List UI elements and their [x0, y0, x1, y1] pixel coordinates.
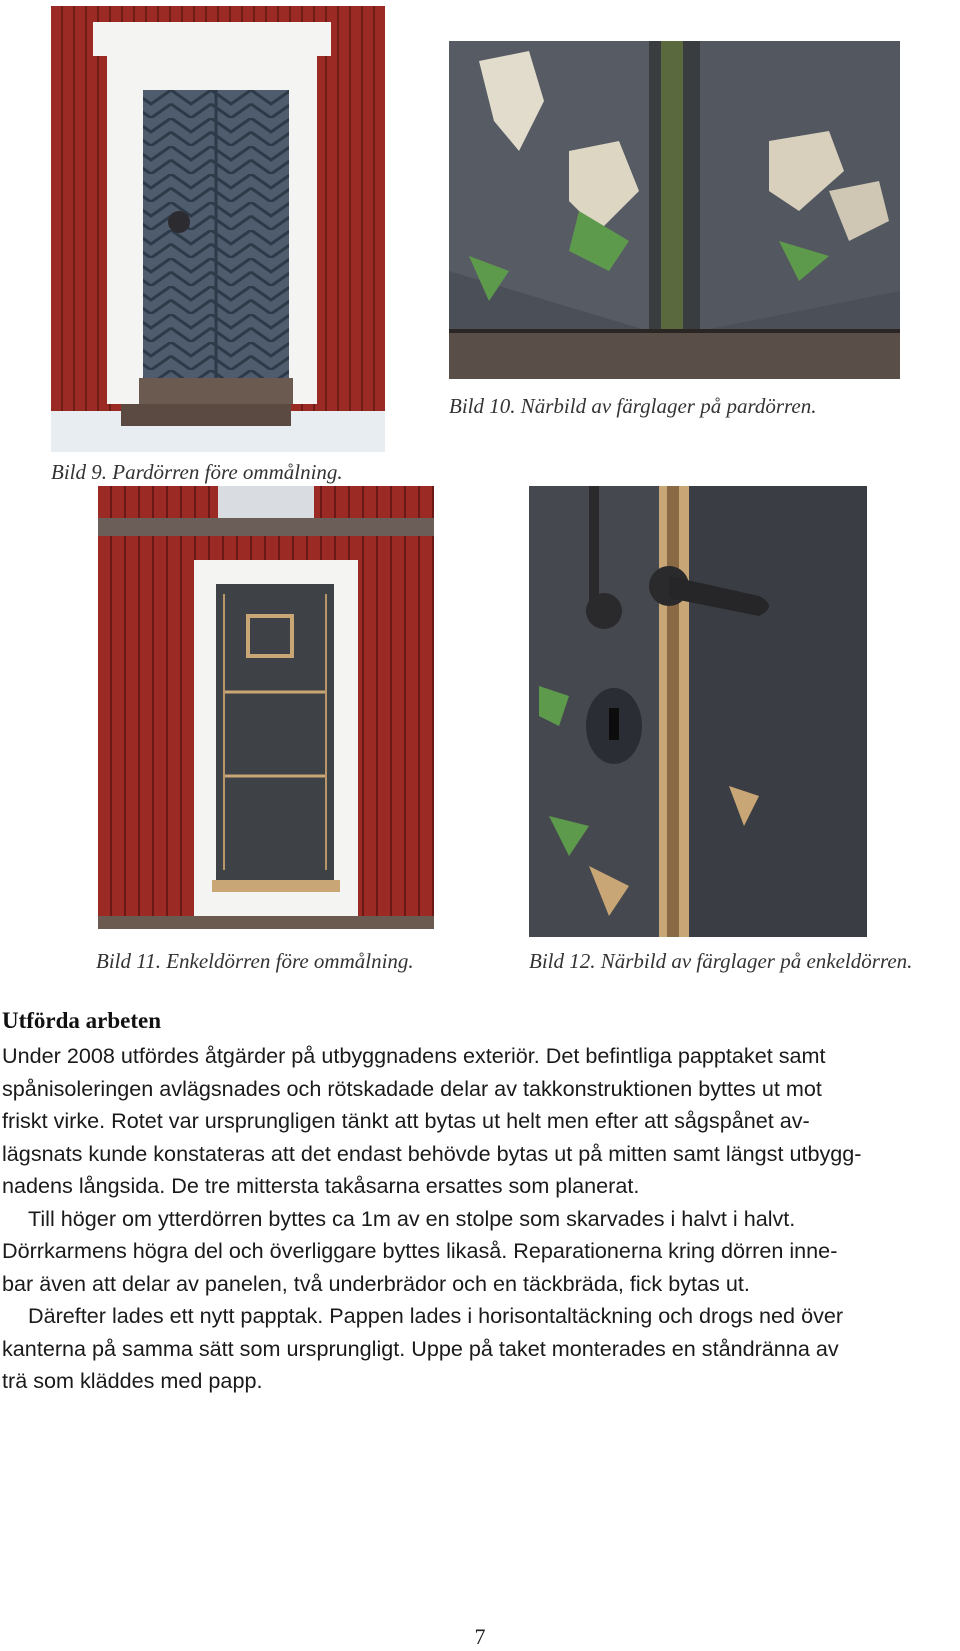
caption-bild-9: Bild 9. Pardörren före ommålning. — [51, 460, 343, 484]
caption-bild-11: Bild 11. Enkeldörren före ommålning. — [96, 949, 414, 973]
body-line: Under 2008 utfördes åtgärder på utbyggnadens exteriör. Det befintliga papptaket samt — [2, 1043, 826, 1068]
body-line: bar även att delar av panelen, två underbrädor och en täckbräda, fick bytas ut. — [2, 1270, 750, 1296]
page-number: 7 — [474, 1624, 486, 1649]
body-line: Till höger om ytterdörren byttes ca 1m av en stolpe som skarvades i halvt i halvt. — [28, 1205, 796, 1231]
body-line: Dörrkarmens högra del och överliggare byttes likaså. Reparationerna kring dörren inne- — [2, 1238, 838, 1263]
body-line: spånisoleringen avlägsnades och rötskadade delar av takkonstruktionen byttes ut mot — [2, 1075, 822, 1101]
photo-bild-10 — [449, 41, 900, 379]
body-line: kanterna på samma sätt som ursprungligt. Uppe på taket monterades en ståndränna av — [2, 1335, 839, 1361]
photo-bild-12 — [529, 486, 867, 937]
body-line: Därefter lades ett nytt papptak. Pappen lades i horisontaltäckning och drogs ned över — [28, 1303, 844, 1328]
photo-bild-9 — [51, 6, 385, 452]
caption-bild-10: Bild 10. Närbild av färglager på pardörren. — [449, 394, 817, 418]
section-body — [2, 1040, 954, 1398]
body-line: friskt virke. Rotet var ursprungligen tänkt att bytas ut helt men efter att sågspånet av- — [2, 1108, 810, 1133]
section-heading: Utförda arbeten — [2, 1008, 162, 1033]
body-line: lägsnats kunde konstateras att det endast behövde bytas ut på mitten samt längst utbygg- — [2, 1140, 862, 1166]
body-line: nadens långsida. De tre mittersta takåsarna ersattes som planerat. — [2, 1173, 640, 1198]
caption-bild-12: Bild 12. Närbild av färglager på enkeldörren. — [529, 949, 913, 973]
photo-bild-11 — [98, 486, 434, 929]
body-line: trä som kläddes med papp. — [2, 1368, 263, 1393]
